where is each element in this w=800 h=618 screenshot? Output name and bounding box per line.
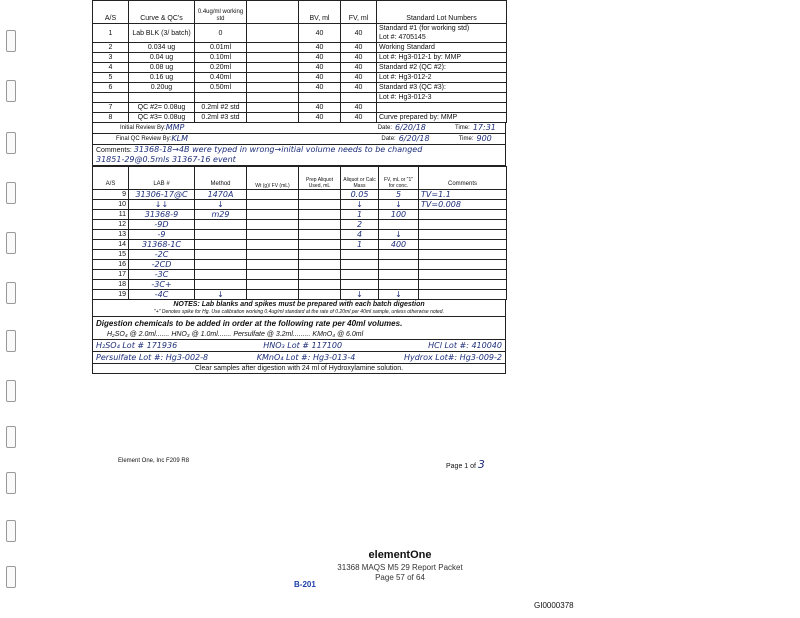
std-cell-as: 6: [93, 83, 129, 93]
binder-hole: [6, 520, 16, 542]
std-cell-blank: [247, 103, 299, 113]
std-cell-curve: 0.04 ug: [129, 53, 195, 63]
sample-cell-lab: 31368-9: [129, 210, 195, 220]
sample-cell-as: 13: [93, 230, 129, 240]
std-cell-as: 4: [93, 63, 129, 73]
s-col-lab: LAB #: [129, 167, 195, 190]
s-col-aliquot: Aliquot or Calc Mass: [341, 167, 379, 190]
std-cell-curve: QC #3= 0.08ug: [129, 113, 195, 123]
std-cell-as: 1: [93, 24, 129, 43]
clear-note: Clear samples after digestion with 24 ml of Hydroxylamine solution.: [93, 363, 505, 373]
std-cell-fv: 40: [341, 73, 377, 83]
sample-cell-as: 9: [93, 190, 129, 200]
initial-date-label: Date:: [377, 125, 393, 131]
sample-cell-method: 1470A: [195, 190, 247, 200]
lot-hcl: HCl Lot #: 410040: [428, 341, 502, 350]
sample-cell-lab: ↓↓: [129, 200, 195, 210]
std-cell-lot: Standard #2 (QC #2):: [377, 63, 507, 73]
sample-cell-aliq: ↓: [341, 200, 379, 210]
sample-cell-method: [195, 270, 247, 280]
std-cell-curve: 0.08 ug: [129, 63, 195, 73]
std-cell-ws: 0.50ml: [195, 83, 247, 93]
initial-date: 6/20/18: [395, 123, 426, 132]
sample-cell-as: 17: [93, 270, 129, 280]
binder-hole: [6, 182, 16, 204]
std-cell-fv: 40: [341, 53, 377, 63]
sample-cell-fv: [379, 250, 419, 260]
std-cell-lot: Lot #: Hg3-012-1 by: MMP: [377, 53, 507, 63]
lot-line-1: [93, 339, 505, 351]
sample-cell-aliq: 2: [341, 220, 379, 230]
document-id: GI0000378: [534, 601, 574, 610]
form-id: Element One, Inc F209 R8: [118, 458, 190, 464]
digestion-log-sheet: [92, 0, 506, 374]
col-curve: Curve & QC's: [129, 1, 195, 24]
notes-text: NOTES: Lab blanks and spikes must be prepared with each batch digestion: [173, 301, 425, 308]
std-cell-as: 3: [93, 53, 129, 63]
sample-cell-wt: [247, 240, 299, 250]
initial-review-line: [92, 123, 506, 134]
sample-cell-prep: [299, 230, 341, 240]
sample-cell-fv: 400: [379, 240, 419, 250]
binder-hole: [6, 472, 16, 494]
std-cell-curve: 0.20ug: [129, 83, 195, 93]
lot-hydrox: Hydrox Lot#: Hg3-009-2: [403, 353, 502, 362]
sample-cell-lab: -3C+: [129, 280, 195, 290]
binder-edge: [2, 0, 16, 618]
s-col-comments: Comments: [419, 167, 507, 190]
std-cell-lot: Lot #: Hg3-012-3: [377, 93, 507, 103]
std-cell-as: 2: [93, 43, 129, 53]
sample-cell-aliq: 1: [341, 210, 379, 220]
sample-row: [93, 190, 507, 200]
lot-hno3: HNO₃ Lot # 117100: [263, 341, 343, 350]
lot-h2so4: H₂SO₄ Lot # 171936: [96, 341, 178, 350]
packet-title: 31368 MAQS M5 29 Report Packet: [337, 563, 463, 572]
sample-cell-prep: [299, 200, 341, 210]
sample-cell-fv: ↓: [379, 230, 419, 240]
sample-cell-aliq: 1: [341, 240, 379, 250]
sample-cell-fv: 5: [379, 190, 419, 200]
std-cell-lot: Standard #3 (QC #3):: [377, 83, 507, 93]
digestion-title: Digestion chemicals to be added in order at the following rate per 40ml volumes.: [96, 319, 403, 328]
std-cell-fv: 40: [341, 43, 377, 53]
std-cell-as: 8: [93, 113, 129, 123]
sample-cell-aliq: [341, 270, 379, 280]
std-cell-ws: 0: [195, 24, 247, 43]
std-cell-blank: [247, 53, 299, 63]
binder-hole: [6, 282, 16, 304]
std-cell-blank: [247, 73, 299, 83]
sample-cell-prep: [299, 220, 341, 230]
std-cell-lot: [377, 24, 507, 43]
comments-label: Comments:: [96, 147, 132, 154]
sample-row: [93, 280, 507, 290]
sample-row: [93, 200, 507, 210]
sample-cell-com: [419, 280, 507, 290]
sample-cell-method: ↓: [195, 290, 247, 300]
std-cell-lot: Curve prepared by: MMP: [377, 113, 507, 123]
initial-review-label: Initial Review By:: [120, 125, 166, 131]
sample-cell-fv: [379, 260, 419, 270]
sample-cell-as: 15: [93, 250, 129, 260]
final-review-value: KLM: [171, 134, 188, 143]
std-cell-ws: 0.2ml #3 std: [195, 113, 247, 123]
std-lot-1: Lot #: 4705145: [379, 34, 426, 41]
sample-cell-method: [195, 280, 247, 290]
sample-cell-method: ↓: [195, 200, 247, 210]
final-time-label: Time:: [458, 136, 474, 142]
std-cell-bv: 40: [299, 63, 341, 73]
sample-cell-fv: [379, 280, 419, 290]
sample-cell-lab: 31368-1C: [129, 240, 195, 250]
sample-cell-aliq: [341, 250, 379, 260]
initial-review-value: MMP: [165, 123, 185, 132]
std-row: [93, 83, 507, 93]
std-row: [93, 24, 507, 43]
col-std-lot: Standard Lot Numbers: [377, 1, 507, 24]
sample-cell-com: [419, 270, 507, 280]
std-cell-fv: 40: [341, 83, 377, 93]
sample-cell-aliq: [341, 260, 379, 270]
sample-cell-as: 14: [93, 240, 129, 250]
sample-cell-fv: [379, 220, 419, 230]
std-cell-bv: 40: [299, 43, 341, 53]
standards-table: [92, 0, 507, 123]
sample-cell-as: 10: [93, 200, 129, 210]
sample-cell-aliq: 4: [341, 230, 379, 240]
std-cell-curve: 0.16 ug: [129, 73, 195, 83]
std-row: [93, 103, 507, 113]
sample-cell-wt: [247, 280, 299, 290]
std-cell-fv: 40: [341, 103, 377, 113]
s-col-fv: FV, mL or "1" for conc.: [379, 167, 419, 190]
sample-cell-prep: [299, 290, 341, 300]
page-total: 3: [477, 458, 485, 471]
s-col-method: Method: [195, 167, 247, 190]
sample-cell-com: TV=0.008: [419, 200, 507, 210]
sample-cell-com: TV=1.1: [419, 190, 507, 200]
sample-cell-as: 11: [93, 210, 129, 220]
std-cell-bv: 40: [299, 103, 341, 113]
sample-cell-prep: [299, 190, 341, 200]
std-cell-bv: 40: [299, 73, 341, 83]
col-bv: BV, ml: [299, 1, 341, 24]
std-cell-fv: 40: [341, 113, 377, 123]
sample-row: [93, 220, 507, 230]
final-time: 900: [476, 134, 492, 143]
std-cell-ws: [195, 93, 247, 103]
std-cell-blank: [247, 113, 299, 123]
binder-hole: [6, 80, 16, 102]
sample-cell-wt: [247, 290, 299, 300]
sample-cell-lab: -2C: [129, 250, 195, 260]
sample-cell-com: [419, 220, 507, 230]
sample-cell-as: 16: [93, 260, 129, 270]
sample-cell-com: [419, 260, 507, 270]
sample-cell-method: [195, 250, 247, 260]
std-cell-ws: 0.40ml: [195, 73, 247, 83]
std-row: [93, 73, 507, 83]
std-row: [93, 113, 507, 123]
std-cell-fv: 40: [341, 24, 377, 43]
binder-hole: [6, 30, 16, 52]
std-cell-curve: Lab BLK (3/ batch): [129, 24, 195, 43]
sample-cell-fv: 100: [379, 210, 419, 220]
std-cell-blank: [247, 43, 299, 53]
std-cell-curve: QC #2= 0.08ug: [129, 103, 195, 113]
std-cell-bv: 40: [299, 113, 341, 123]
sample-cell-aliq: 0.05: [341, 190, 379, 200]
std-cell-blank: [247, 24, 299, 43]
std-cell-curve: 0.034 ug: [129, 43, 195, 53]
std-cell-ws: 0.20ml: [195, 63, 247, 73]
sample-cell-lab: -9: [129, 230, 195, 240]
sample-cell-prep: [299, 260, 341, 270]
std-cell-bv: 40: [299, 53, 341, 63]
sample-cell-fv: [379, 270, 419, 280]
sample-row: [93, 240, 507, 250]
sample-cell-lab: 31306-17@C: [129, 190, 195, 200]
binder-hole: [6, 426, 16, 448]
sample-cell-lab: -2CD: [129, 260, 195, 270]
sample-cell-com: [419, 240, 507, 250]
sample-cell-fv: ↓: [379, 290, 419, 300]
sample-cell-as: 12: [93, 220, 129, 230]
binder-hole: [6, 330, 16, 352]
sample-row: [93, 230, 507, 240]
sample-cell-wt: [247, 220, 299, 230]
sample-cell-as: 19: [93, 290, 129, 300]
final-date: 6/20/18: [398, 134, 430, 143]
s-col-wt: Wt (g)/ FV (mL): [247, 167, 299, 190]
sample-cell-method: [195, 240, 247, 250]
sample-cell-com: [419, 250, 507, 260]
std-header-note: Standard #1 (for working std): [379, 25, 470, 32]
s-col-as: A/S: [93, 167, 129, 190]
binder-hole: [6, 380, 16, 402]
sample-cell-as: 18: [93, 280, 129, 290]
digestion-rate: H₂SO₄ @ 2.0ml....... HNO₃ @ 1.0ml....... Persulfate @ 3.2ml......... KMnO₄ @ 6.0ml: [107, 331, 364, 338]
std-cell-blank: [247, 93, 299, 103]
std-cell-as: 5: [93, 73, 129, 83]
lot-kmno4: KMnO₄ Lot #: Hg3-013-4: [256, 353, 356, 362]
std-cell-fv: [341, 93, 377, 103]
comments-line-1: 31368-18→4B were typed in wrong→initial volume needs to be changed: [133, 145, 423, 154]
std-cell-lot: [377, 103, 507, 113]
std-cell-as: 7: [93, 103, 129, 113]
comments-line-2: 31851-29@0.5mls 31367-16 event: [96, 155, 236, 164]
binder-hole: [6, 232, 16, 254]
col-fv: FV, ml: [341, 1, 377, 24]
std-cell-ws: 0.01ml: [195, 43, 247, 53]
sample-row: [93, 250, 507, 260]
sample-cell-method: [195, 230, 247, 240]
notes-small: "+" Denotes spike for Hg. Use calibration working 0.4ug/ml standard at the rate of 0.20ml per 40ml sample, unless otherwise noted.: [93, 309, 505, 317]
samples-table: [92, 166, 507, 300]
notes-box: [92, 300, 506, 374]
sample-cell-wt: [247, 270, 299, 280]
sample-cell-lab: -9D: [129, 220, 195, 230]
lot-line-2: [93, 351, 505, 363]
bates-number: B-201: [294, 580, 316, 589]
sample-cell-wt: [247, 250, 299, 260]
col-working-std: 0.4ug/ml working std: [195, 1, 247, 24]
lot-persulfate: Persulfate Lot #: Hg3-002-8: [96, 353, 209, 362]
std-cell-lot: Working Standard: [377, 43, 507, 53]
sample-cell-prep: [299, 250, 341, 260]
page-counter: [446, 458, 485, 471]
std-cell-blank: [247, 83, 299, 93]
std-row: [93, 63, 507, 73]
sample-cell-wt: [247, 190, 299, 200]
std-cell-bv: 40: [299, 83, 341, 93]
std-row: [93, 53, 507, 63]
std-cell-bv: 40: [299, 24, 341, 43]
sample-cell-aliq: ↓: [341, 290, 379, 300]
sample-cell-com: [419, 290, 507, 300]
final-review-label: Final QC Review By:: [116, 136, 172, 142]
sample-row: [93, 290, 507, 300]
col-blank: [247, 1, 299, 24]
sample-cell-prep: [299, 210, 341, 220]
sample-cell-prep: [299, 280, 341, 290]
sample-cell-wt: [247, 200, 299, 210]
sample-cell-aliq: [341, 280, 379, 290]
brand-logo: elementOne: [368, 549, 432, 561]
std-cell-blank: [247, 63, 299, 73]
sample-cell-prep: [299, 240, 341, 250]
sample-row: [93, 270, 507, 280]
std-row: [93, 93, 507, 103]
sample-cell-fv: ↓: [379, 200, 419, 210]
sample-cell-method: [195, 260, 247, 270]
std-cell-fv: 40: [341, 63, 377, 73]
sample-cell-prep: [299, 270, 341, 280]
sample-row: [93, 260, 507, 270]
std-cell-curve: [129, 93, 195, 103]
std-cell-bv: [299, 93, 341, 103]
std-cell-ws: 0.10ml: [195, 53, 247, 63]
col-as: A/S: [93, 1, 129, 24]
sample-cell-com: [419, 210, 507, 220]
binder-hole: [6, 132, 16, 154]
final-review-line: [92, 134, 506, 145]
comments-box: [92, 145, 506, 166]
sample-cell-lab: -4C: [129, 290, 195, 300]
initial-time-label: Time:: [455, 125, 470, 131]
sample-cell-wt: [247, 230, 299, 240]
std-row: [93, 43, 507, 53]
sample-cell-com: [419, 230, 507, 240]
page-label: Page 1 of: [446, 463, 476, 470]
initial-time: 17:31: [472, 123, 496, 132]
sample-cell-wt: [247, 210, 299, 220]
sample-cell-method: [195, 220, 247, 230]
std-cell-as: [93, 93, 129, 103]
sample-cell-method: m29: [195, 210, 247, 220]
final-date-label: Date:: [381, 136, 396, 142]
sample-cell-wt: [247, 260, 299, 270]
packet-page: Page 57 of 64: [375, 573, 425, 582]
std-cell-lot: Lot #: Hg3-012-2: [377, 73, 507, 83]
sample-row: [93, 210, 507, 220]
s-col-prep: Prep Aliquot Used, mL: [299, 167, 341, 190]
sample-cell-lab: -3C: [129, 270, 195, 280]
std-cell-ws: 0.2ml #2 std: [195, 103, 247, 113]
